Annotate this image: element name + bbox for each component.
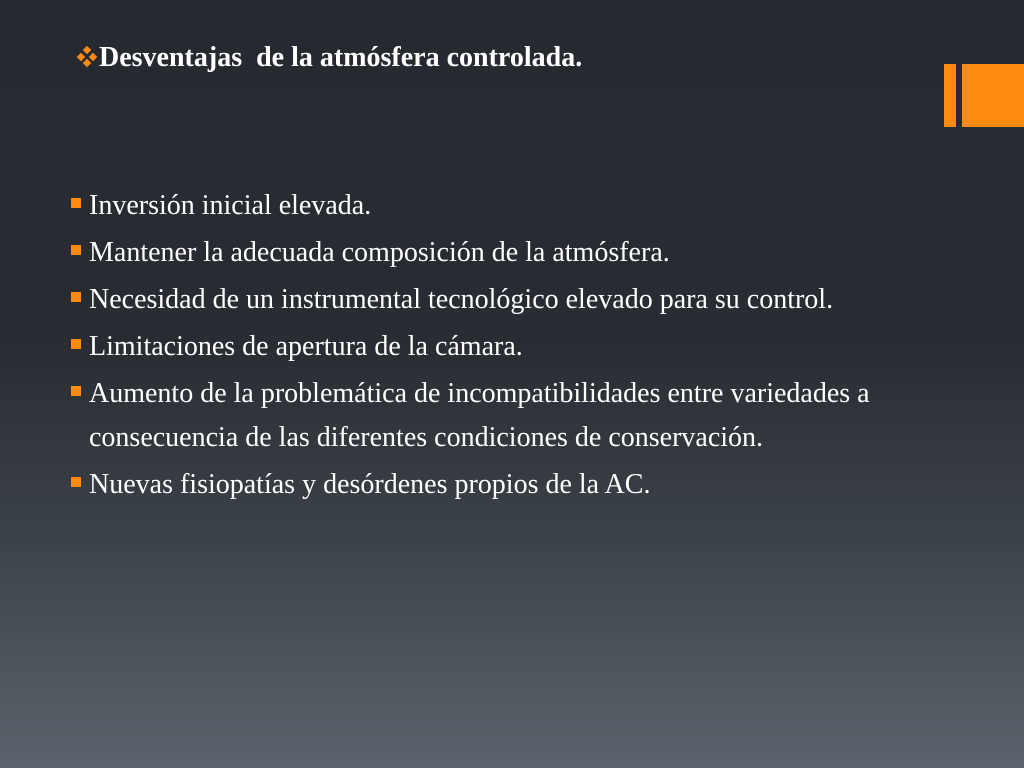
square-bullet-icon — [71, 386, 81, 396]
bullet-text: Limitaciones de apertura de la cámara. — [89, 331, 523, 362]
slide-title-text: Desventajas de la atmósfera controlada. — [99, 42, 583, 73]
orange-bar-thin-icon — [944, 64, 956, 127]
bullet-item — [68, 278, 908, 322]
bullet-text: Mantener la adecuada composición de la atmósfera. — [89, 237, 670, 268]
bullet-text: Aumento de la problemática de incompatibilidades entre variedades a consecuencia de las diferentes condiciones de conservación. — [89, 378, 870, 453]
bullet-item — [68, 372, 908, 460]
diamond-bullet-icon — [76, 40, 99, 62]
bullet-text: Necesidad de un instrumental tecnológico elevado para su control. — [89, 284, 834, 315]
bullet-item — [68, 463, 908, 507]
bullet-list — [68, 184, 908, 510]
square-bullet-icon — [71, 477, 81, 487]
square-bullet-icon — [71, 245, 81, 255]
square-bullet-icon — [71, 198, 81, 208]
bullet-text: Nuevas fisiopatías y desórdenes propios de la AC. — [89, 469, 651, 500]
square-bullet-icon — [71, 292, 81, 302]
orange-bar-thick-icon — [962, 64, 1024, 127]
square-bullet-icon — [71, 339, 81, 349]
bullet-item — [68, 325, 908, 369]
slide-title — [76, 38, 582, 78]
bullet-item — [68, 184, 908, 228]
bullet-item — [68, 231, 908, 275]
bullet-text: Inversión inicial elevada. — [89, 190, 372, 221]
